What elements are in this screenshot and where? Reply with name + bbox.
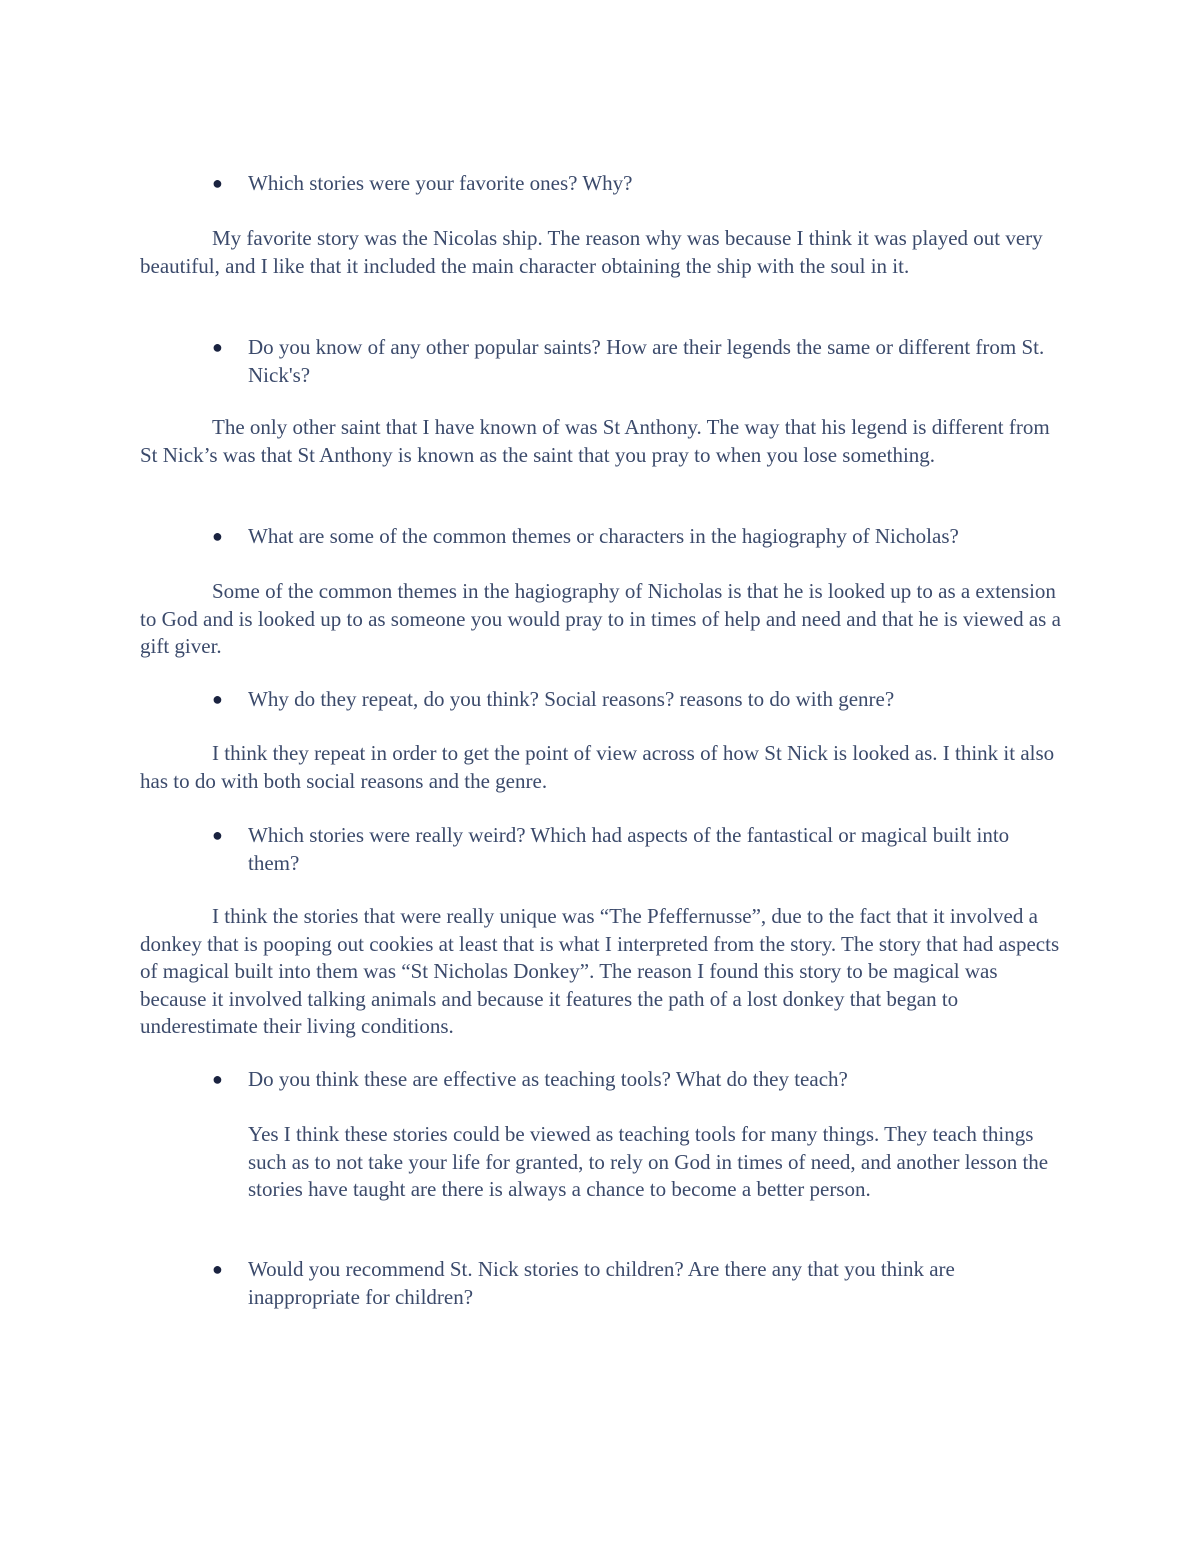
question-text: Which stories were your favorite ones? Why? <box>248 171 633 195</box>
bullet-icon: ● <box>212 1259 223 1279</box>
answer-paragraph: I think they repeat in order to get the point of view across of how St Nick is looked as. I think it also has to do with both social reasons and the genre. <box>140 741 1055 793</box>
question-text: Do you know of any other popular saints? How are their legends the same or different from St. Nick's? <box>248 335 1045 387</box>
answer-paragraph: The only other saint that I have known of was St Anthony. The way that his legend is different from St Nick’s was that St Anthony is known as the saint that you pray to when you lose something. <box>140 415 1050 467</box>
answer-paragraph: I think the stories that were really unique was “The Pfeffernusse”, due to the fact that it involved a donkey that is pooping out cookies at least that is what I interpreted from the story. The story that had aspects of magical built into them was “St Nicholas Donkey”. The reason I found this story to be magical was because it involved talking animals and because it features the path of a lost donkey that began to underestimate their living conditions. <box>140 904 1060 1038</box>
answer-paragraph: Yes I think these stories could be viewed as teaching tools for many things. They teach things such as to not take your life for granted, to rely on God in times of need, and another lesson the stories have taught are there is always a chance to become a better person. <box>248 1122 1049 1201</box>
bullet-icon: ● <box>212 173 223 193</box>
bullet-icon: ● <box>212 337 223 357</box>
question-text: Why do they repeat, do you think? Social reasons? reasons to do with genre? <box>248 687 895 711</box>
question-text: Would you recommend St. Nick stories to children? Are there any that you think are inappropriate for children? <box>248 1257 955 1309</box>
answer-paragraph: Some of the common themes in the hagiography of Nicholas is that he is looked up to as a extension to God and is looked up to as someone you would pray to in times of help and need and that he is viewed as a gift giver. <box>140 579 1061 658</box>
bullet-icon: ● <box>212 526 223 546</box>
bullet-icon: ● <box>212 825 223 845</box>
answer-paragraph: My favorite story was the Nicolas ship. The reason why was because I think it was played out very beautiful, and I like that it included the main character obtaining the ship with the soul in it. <box>140 226 1043 278</box>
bullet-icon: ● <box>212 1069 223 1089</box>
bullet-icon: ● <box>212 689 223 709</box>
question-text: Which stories were really weird? Which had aspects of the fantastical or magical built into them? <box>248 823 1010 875</box>
question-text: Do you think these are effective as teaching tools? What do they teach? <box>248 1067 848 1091</box>
question-text: What are some of the common themes or characters in the hagiography of Nicholas? <box>248 524 959 548</box>
